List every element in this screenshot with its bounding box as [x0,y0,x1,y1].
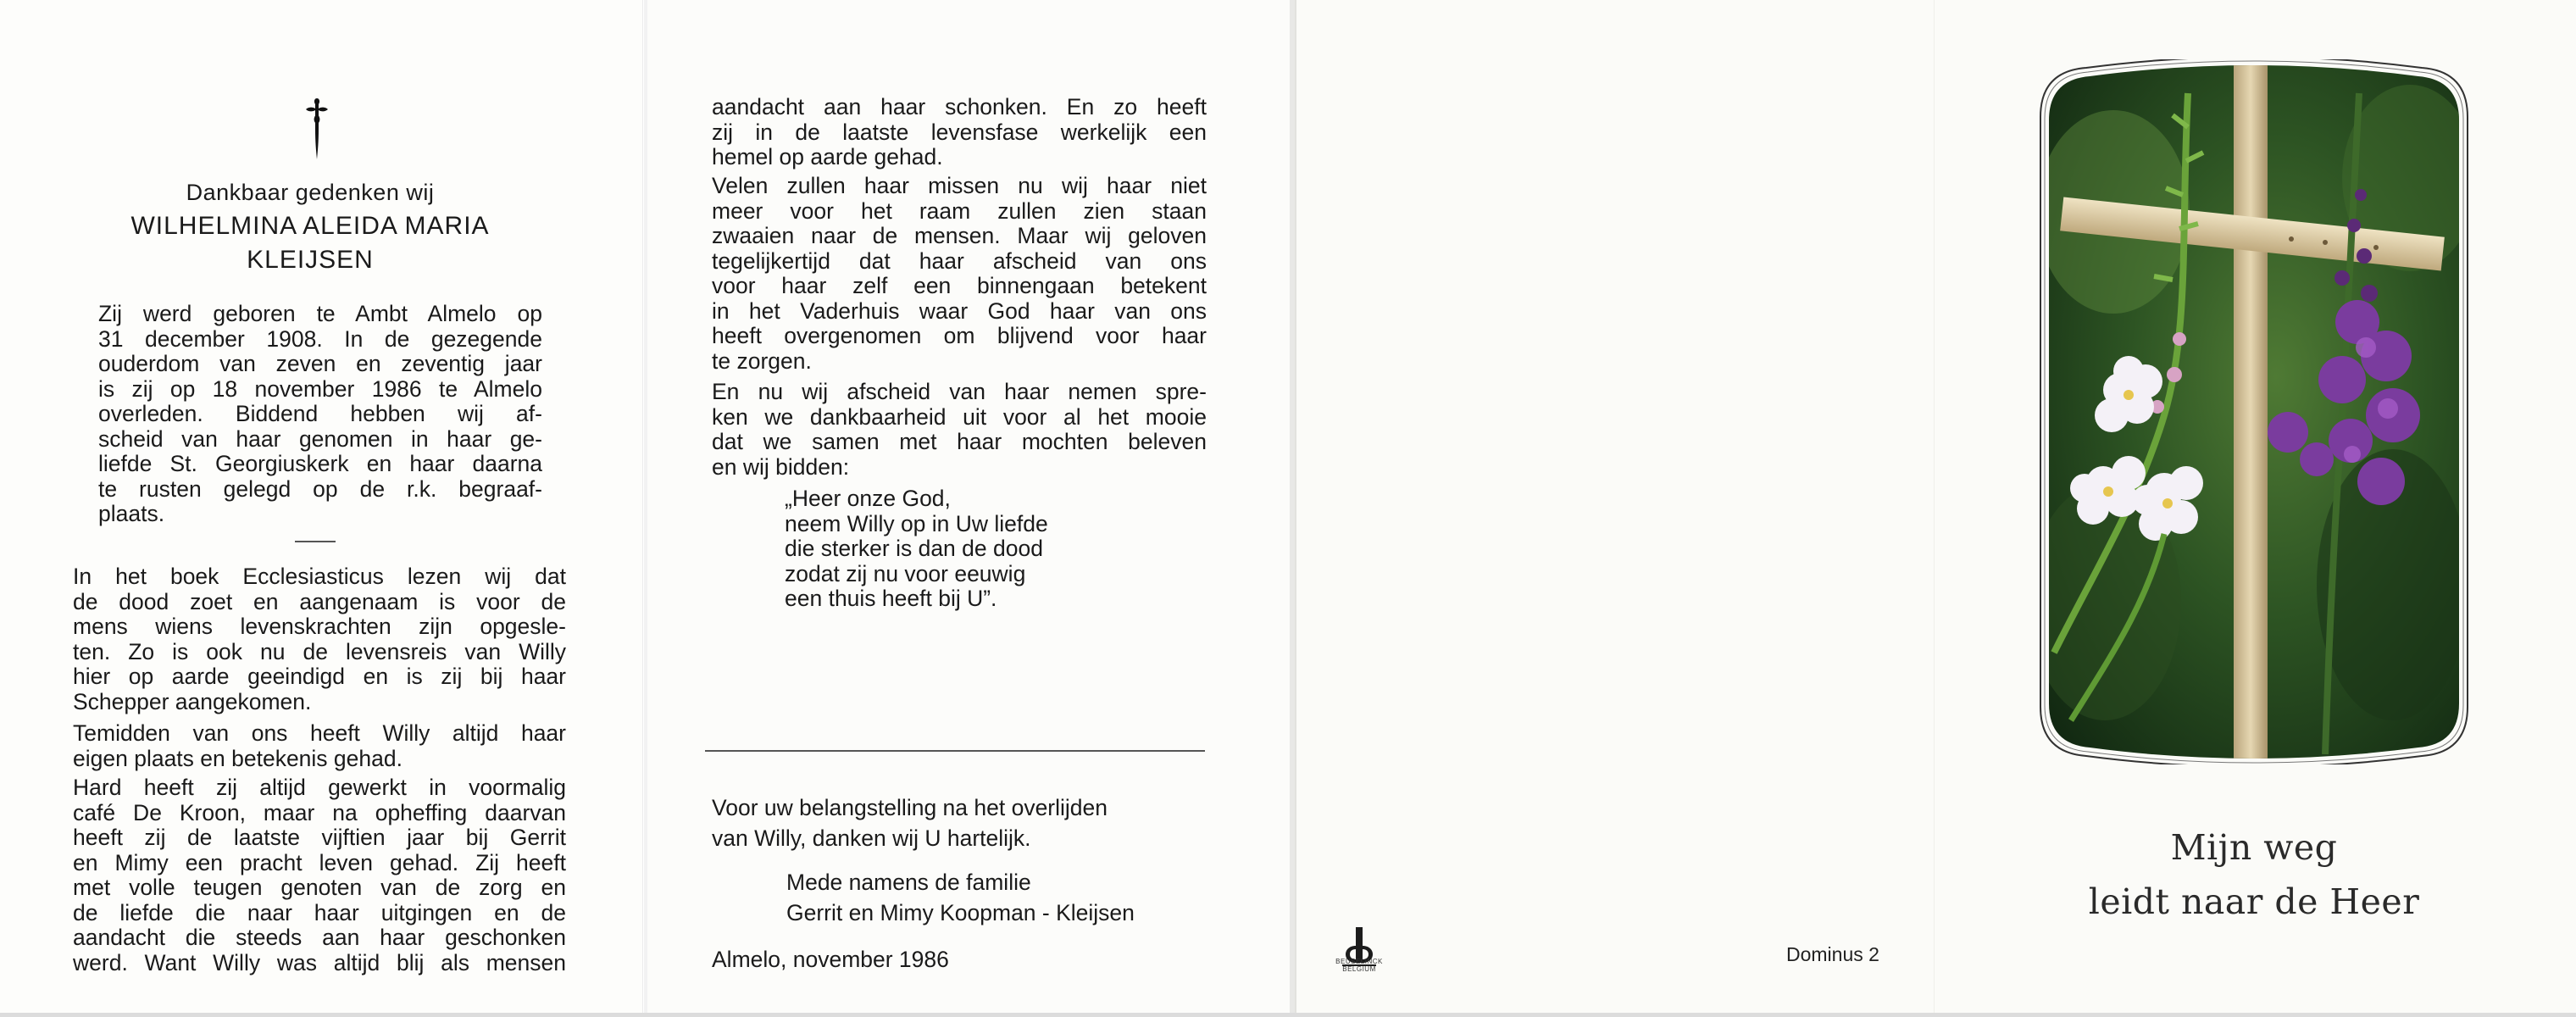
text-line: de liefde die naar haar uitgingen en de [73,899,566,925]
prayer-line: neem Willy op in Uw liefde [785,510,1048,536]
text-line: Zij werd geboren te Ambt Almelo op [98,301,542,326]
text-line: met volle teugen genoten van de zorg en [73,875,566,900]
left-inner-page [0,0,643,1013]
text-line: hemel op aarde gehad. [712,144,943,170]
thanks-line: van Willy, danken wij U hartelijk. [712,825,1031,851]
cross-and-flowers-photo [2037,59,2471,764]
text-line: aandacht aan haar schonken. En zo heeft [712,94,1207,119]
text-line: zij in de laatste levensfase werkelijk een [712,119,1207,145]
text-line: ten. Zo is ook nu de levensreis van Willy [73,638,566,664]
text-line: mens wiens levenskrachten zijn opgesle- [73,614,566,639]
text-line: Hard heeft zij altijd gewerkt in voormalig [73,775,566,800]
deceased-name-line2: KLEIJSEN [247,246,374,274]
text-line: heeft overgenomen om blijvend voor haar [712,323,1207,348]
text-line: in het Vaderhuis waar God haar van ons [712,297,1207,324]
prayer-line: die sterker is dan de dood [785,536,1043,561]
deceased-name-line1: WILHELMINA ALEIDA MARIA [130,212,490,240]
prayer-verse [785,486,1048,612]
memorial-heading: Dankbaar gedenken wij [186,180,435,205]
text-line: café De Kroon, maar na opheffing daarvan [73,799,566,825]
missing-paragraph [712,174,1207,374]
text-line: eigen plaats en betekenis gehad. [73,745,402,771]
temidden-paragraph [73,721,566,771]
text-line: en wij bidden: [712,453,850,480]
place-date: Almelo, november 1986 [712,947,949,972]
family-intro: Mede namens de familie [786,870,1031,895]
text-line: te rusten gelegd op de r.k. begraaf- [98,475,542,502]
text-line: te zorgen. [712,347,812,374]
text-line: aandacht die steeds aan haar geschonken [73,925,566,950]
series-label: Dominus 2 [1786,943,1879,965]
heaven-paragraph [712,95,1207,170]
back-page [1295,0,1934,1013]
text-line: In het boek Ecclesiasticus lezen wij dat [73,564,566,589]
text-line: ken we dankbaarheid uit voor al het mooie [712,403,1207,430]
motto-line1: Mijn weg [2170,827,2338,868]
text-line: tegelijkertijd dat haar afscheid van ons [712,247,1207,274]
text-line: 31 december 1908. In de gezegende [98,325,542,352]
section-divider [295,541,336,542]
prayer-line: een thuis heeft bij U”. [785,586,997,611]
text-line: en Mimy een pracht leven gehad. Zij heeft [73,849,566,875]
text-line: dat we samen met haar mochten beleven [712,429,1207,454]
text-line: de dood zoet en aangenaam is voor de [73,588,566,614]
section-divider [705,750,1205,752]
text-line: plaats. [98,501,165,526]
publisher-name: BEUSELINCK BELGIUM [1335,958,1383,973]
text-line: zwaaien naar de mensen. Maar wij geloven [712,223,1207,248]
prayer-line: „Heer onze God, [785,486,951,511]
text-line: hier op aarde geeindigd en is zij bij haar [73,664,566,689]
text-line: heeft zij de laatste vijftien jaar bij Gerrit [73,825,566,850]
work-paragraph [73,775,566,975]
biography-paragraph [98,302,542,527]
cross-icon [298,95,336,163]
text-line: is zij op 18 november 1986 te Almelo [98,375,542,402]
text-line: Temidden van ons heeft Willy altijd haar [73,720,566,746]
motto-line2: leidt naar de Heer [2088,881,2420,922]
prayer-line: zodat zij nu voor eeuwig [785,560,1026,586]
farewell-paragraph [712,380,1207,480]
text-line: overleden. Biddend hebben wij af- [98,401,542,426]
ecclesiasticus-paragraph [73,564,566,714]
text-line: Velen zullen haar missen nu wij haar niet [712,173,1207,198]
text-line: liefde St. Georgiuskerk en haar daarna [98,451,542,476]
text-line: Schepper aangekomen. [73,688,312,714]
text-line: En nu wij afscheid van haar nemen spre- [712,379,1207,404]
thanks-line: Voor uw belangstelling na het overlijden [712,795,1108,820]
text-line: voor haar zelf een binnengaan betekent [712,273,1207,298]
scan-edge [0,1013,2576,1017]
text-line: meer voor het raam zullen zien staan [712,197,1207,224]
text-line: scheid van haar genomen in haar ge- [98,425,542,452]
text-line: ouderdom van zeven en zeventig jaar [98,351,542,376]
text-line: werd. Want Willy was altijd blij als mensen [73,949,566,975]
family-names: Gerrit en Mimy Koopman - Kleijsen [786,900,1135,925]
